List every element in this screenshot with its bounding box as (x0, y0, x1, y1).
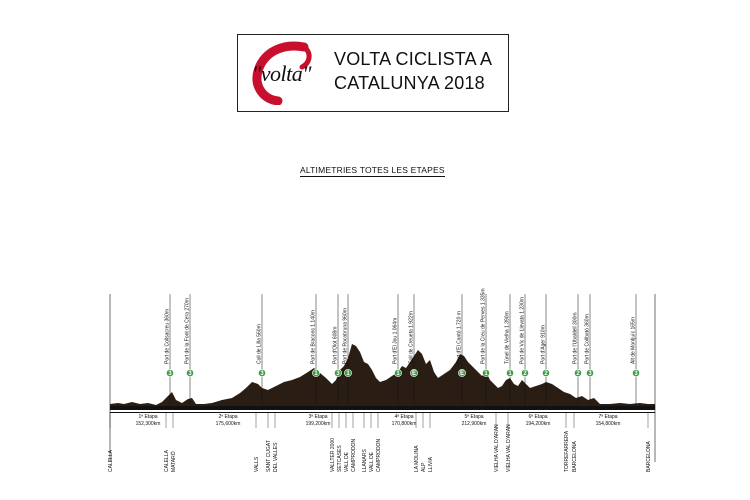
town-label: VALL DE (344, 451, 350, 472)
category-marker-label: E (459, 371, 465, 378)
town-label: BARCELONA (646, 441, 652, 472)
town-19 (572, 412, 578, 472)
stage-2 (306, 414, 331, 427)
stage-3 (392, 414, 417, 427)
stage-name: 4ª Etapa (394, 414, 414, 420)
distance-band (110, 412, 655, 413)
category-marker-label: 3 (634, 371, 638, 378)
category-marker-label: 2 (544, 371, 548, 378)
town-label: LLIVIA (428, 456, 434, 472)
stage-name: 2ª Etapa (218, 414, 238, 420)
baseline-band (110, 406, 655, 410)
town-4 (266, 412, 272, 472)
stage-distance: 199,200km (305, 421, 331, 427)
town-label: MATARÓ (171, 451, 177, 472)
page-subtitle: ALTIMETRIES TOTES LES ETAPES (300, 165, 445, 175)
stage-0 (136, 414, 161, 427)
stage-6 (596, 414, 621, 427)
title-line-2: CATALUNYA 2018 (334, 73, 485, 93)
climb-label: Coll de Lilla 560m (256, 324, 263, 364)
stage-distance: 152,300km (135, 421, 161, 427)
town-label: VALLS (254, 456, 260, 472)
climb-label: Port d'El Jou 1.064m (392, 317, 399, 364)
town-label: CALELLA (108, 450, 114, 472)
climb-label: Coll de Creueta 1.922m (408, 311, 415, 364)
town-label: LLANARS (362, 449, 368, 472)
stage-4 (462, 414, 487, 427)
town-8 (344, 412, 350, 472)
town-label: ALP (421, 462, 427, 472)
category-marker-label: 3 (188, 371, 192, 378)
town-label: CALELLA (164, 450, 170, 472)
stage-distance: 212,900km (461, 421, 487, 427)
town-7 (337, 412, 343, 472)
stage-name: 6ª Etapa (528, 414, 548, 420)
category-marker-label: 1 (508, 371, 512, 378)
climb-label: Port de Bracons 1.140m (310, 310, 317, 364)
town-label: BARCELONA (572, 441, 578, 472)
town-2 (170, 412, 177, 472)
town-16 (494, 412, 500, 472)
category-marker-label: 3 (168, 371, 172, 378)
climb-label: Port de Rocabruna 960m (342, 308, 349, 364)
town-label: CAMPRODON (351, 438, 357, 472)
climb-label: Port d'Ager 910m (540, 325, 547, 364)
category-marker-label: 1 (346, 371, 350, 378)
stage-name: 3ª Etapa (308, 414, 328, 420)
town-15 (428, 412, 434, 472)
town-17 (506, 412, 512, 472)
climb-label: Port de Collbató 360m (584, 314, 591, 364)
category-marker-label: 2 (576, 371, 580, 378)
town-label: SETCASES (337, 445, 343, 472)
climb-13 (573, 294, 582, 405)
town-9 (351, 412, 357, 472)
stage-distance: 175,600km (215, 421, 241, 427)
town-label: VALLTER 2000 (330, 437, 336, 472)
climb-14 (585, 294, 594, 405)
town-11 (369, 412, 375, 472)
category-marker-label: 3 (588, 371, 592, 378)
town-12 (376, 412, 382, 472)
town-0 (108, 412, 114, 472)
climb-label: Port de l'Ubaldell 300m (572, 312, 579, 364)
stage-distance: 194,200km (525, 421, 551, 427)
climb-0 (165, 294, 174, 405)
town-20 (646, 412, 652, 472)
stage-distance: 154,800km (595, 421, 621, 427)
town-label: SANT CUGAT (266, 440, 272, 472)
category-marker-label: 2 (523, 371, 527, 378)
town-3 (254, 412, 260, 472)
category-marker-label: E (411, 371, 417, 378)
category-marker-label: 3 (260, 371, 264, 378)
category-marker-label: 1 (484, 371, 488, 378)
town-10 (362, 412, 368, 472)
climb-label: Port d'Olot 608m (332, 326, 339, 364)
category-marker-label: 3 (336, 371, 340, 378)
category-marker-label: 1 (396, 371, 400, 378)
town-label: VALL DE (369, 451, 375, 472)
climb-label: Alt de Montjuïc 165m (630, 317, 637, 364)
logo-wordmark: "volta" (252, 61, 311, 86)
climb-label: Port de la Font de Cera 270m (184, 298, 191, 364)
climb-15 (631, 294, 640, 405)
town-label: LA MOLINA (414, 445, 420, 472)
stage-1 (216, 414, 241, 427)
town-label: VIELHA VAL D'ARAN (506, 424, 512, 472)
stage-5 (526, 414, 551, 427)
stage-distance: 170,800km (391, 421, 417, 427)
town-label: CAMPRODON (376, 438, 382, 472)
climb-label: Port de la Creu de Perves 1.335m (480, 288, 487, 364)
town-14 (421, 412, 427, 472)
stage-name: 7ª Etapa (598, 414, 618, 420)
climb-label: Túnel de Vielha 1.390m (504, 311, 511, 364)
climb-label: Port de Vic de Llevata 1.230m (519, 297, 526, 364)
town-label: TORREFARRERA (564, 430, 570, 472)
climb-1 (185, 294, 194, 405)
town-18 (564, 412, 570, 472)
town-1 (164, 412, 170, 472)
climb-label: Port d'El Cantó 1.720 m (456, 311, 463, 364)
town-label: DEL VALLES (273, 442, 279, 472)
town-6 (330, 412, 336, 472)
town-5 (273, 412, 279, 472)
category-marker-label: 1 (314, 371, 318, 378)
stage-name: 5ª Etapa (464, 414, 484, 420)
climb-label: Port de Collsacreu 360m (164, 308, 171, 364)
title-line-1: VOLTA CICLISTA A (334, 49, 493, 69)
stage-name: 1ª Etapa (138, 414, 158, 420)
town-label: VIELHA VAL D'ARAN (494, 424, 500, 472)
